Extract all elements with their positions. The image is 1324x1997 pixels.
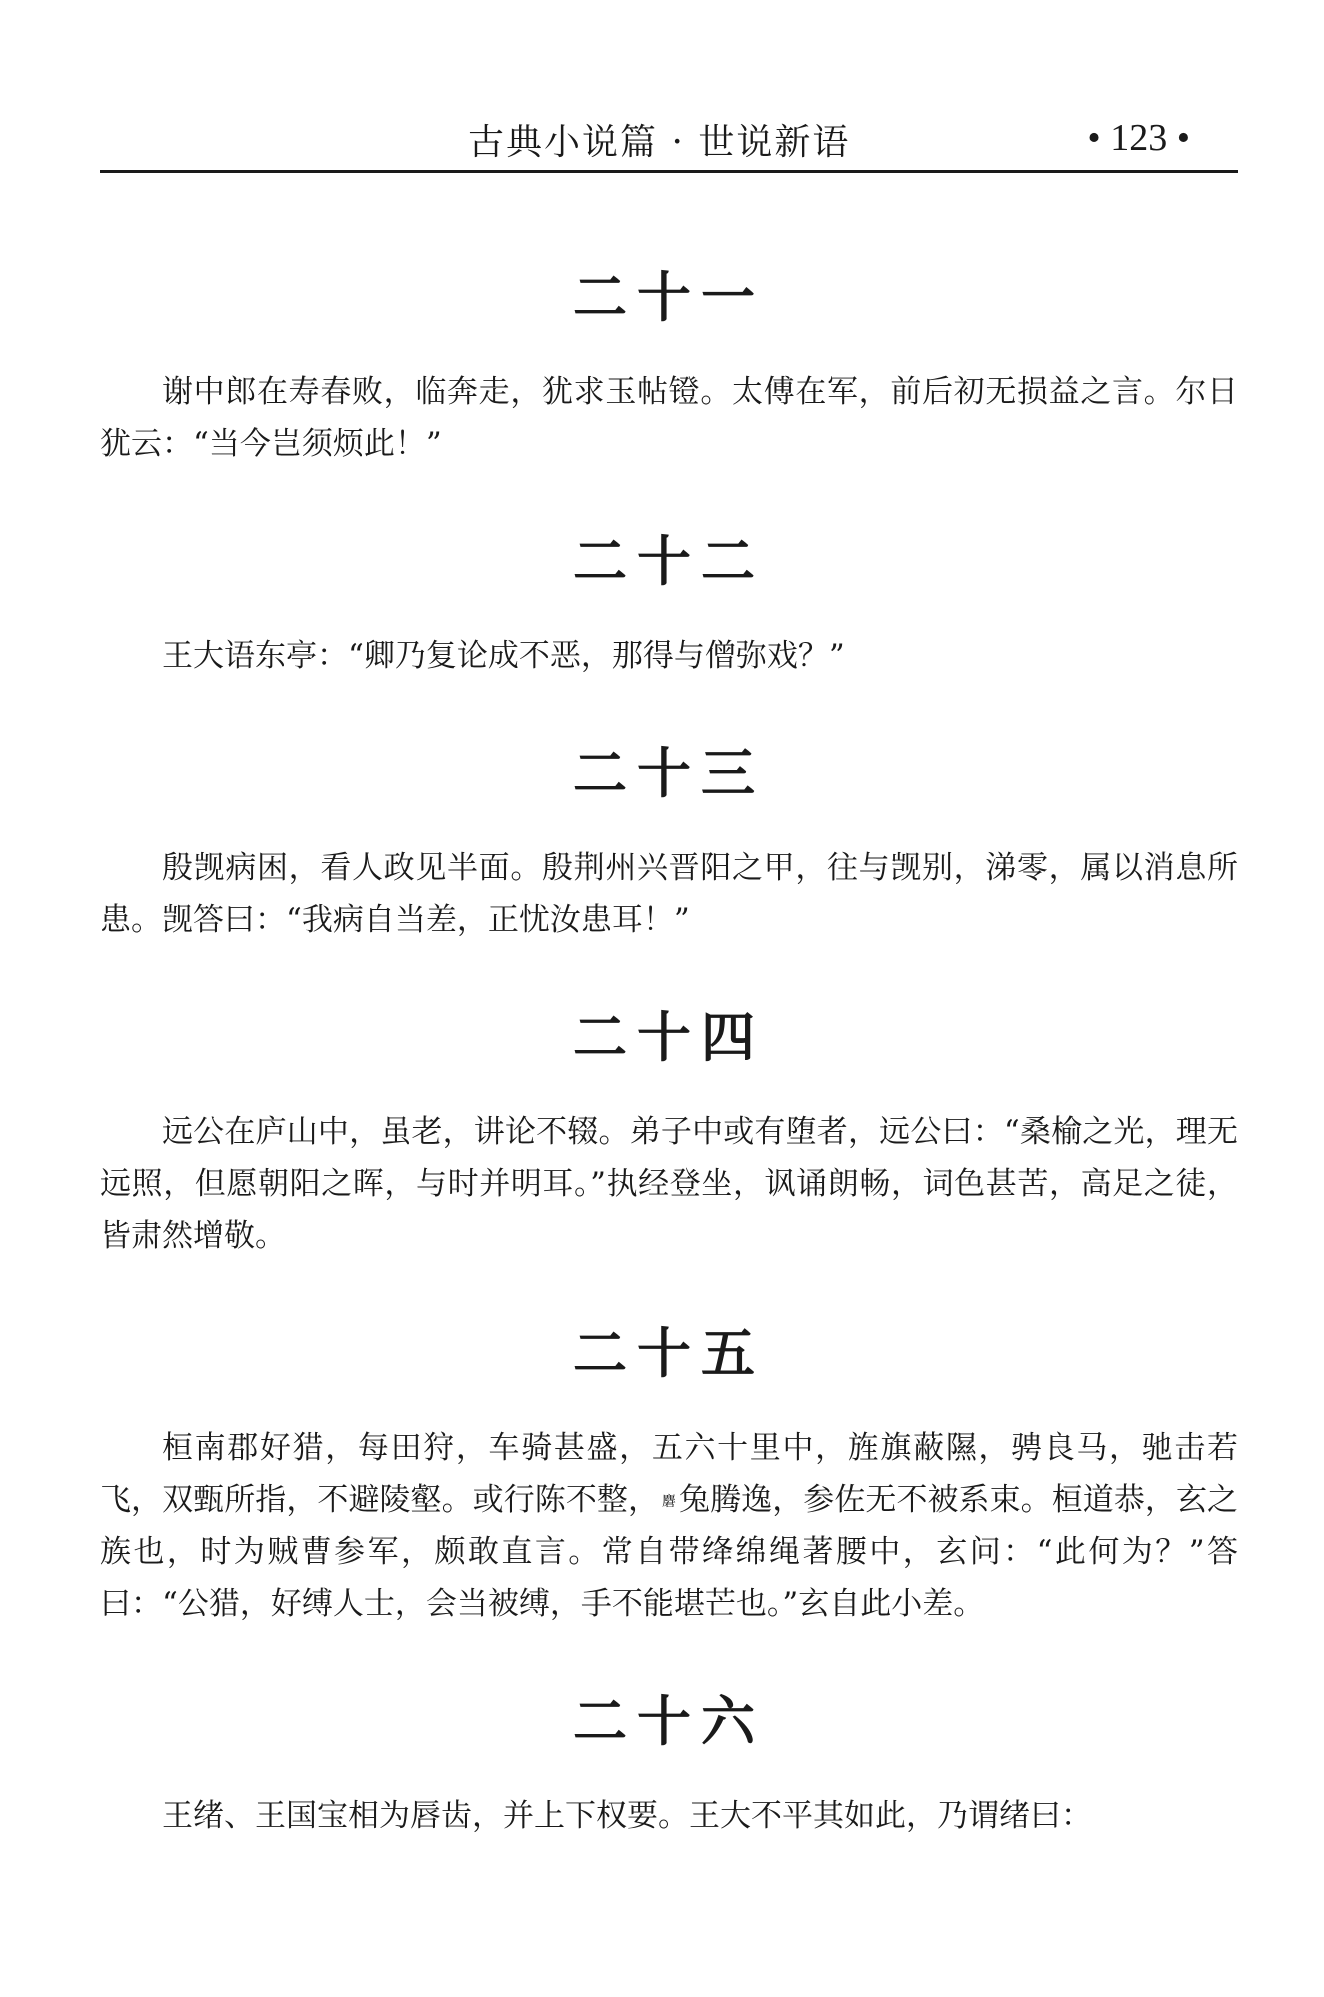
section-text-part: 桓南郡好猎，每田狩，车骑甚盛，五六十里中，旌旗蔽隰，骋良马，驰击若飞，双甄所指，不避陵壑。或行陈不整， <box>100 1430 1238 1518</box>
page-body <box>100 258 1238 1894</box>
section-heading: 二十五 <box>573 1322 765 1385</box>
section-text-part: 兔腾逸，参佐无不被系束。桓道恭，玄之族也，时为贼曹参军，颇敢直言。常自带绛绵绳著腰中，玄问：“此何为？”答曰：“公猎，好缚人士，会当被缚，手不能堪芒也。”玄自此小差。 <box>100 1482 1238 1622</box>
page-header <box>100 102 1238 170</box>
section-heading: 二十一 <box>573 266 765 329</box>
section-text: 远公在庐山中，虽老，讲论不辍。弟子中或有堕者，远公曰：“桑榆之光，理无远照，但愿朝阳之晖，与时并明耳。”执经登坐，讽诵朗畅，词色甚苦，高足之徒，皆肃然增敬。 <box>100 1114 1238 1254</box>
section-text: 殷觊病困，看人政见半面。殷荆州兴晋阳之甲，往与觊别，涕零，属以消息所患。觊答曰：“我病自当差，正忧汝患耳！” <box>100 850 1238 938</box>
rare-character-glyph: 麏 <box>662 1493 676 1510</box>
page-number: • 123 • <box>1087 117 1190 159</box>
section-21 <box>100 258 1238 470</box>
section-text: 谢中郎在寿春败，临奔走，犹求玉帖镫。太傅在军，前后初无损益之言。尔日犹云：“当今岂须烦此！” <box>100 374 1238 462</box>
section-22 <box>100 522 1238 682</box>
header-rule <box>100 170 1238 173</box>
section-23 <box>100 734 1238 946</box>
section-heading: 二十四 <box>573 1006 765 1069</box>
section-25 <box>100 1314 1238 1630</box>
running-title: 古典小说篇 · 世说新语 <box>468 122 851 163</box>
section-heading: 二十六 <box>573 1690 765 1753</box>
section-24 <box>100 998 1238 1262</box>
section-heading: 二十二 <box>573 530 765 593</box>
section-heading: 二十三 <box>573 742 765 805</box>
section-text: 王大语东亭：“卿乃复论成不恶，那得与僧弥戏？” <box>162 638 845 674</box>
section-text <box>100 1422 1238 1630</box>
section-26 <box>100 1682 1238 1842</box>
section-text: 王绪、王国宝相为唇齿，并上下权要。王大不平其如此，乃谓绪曰： <box>162 1798 1092 1834</box>
